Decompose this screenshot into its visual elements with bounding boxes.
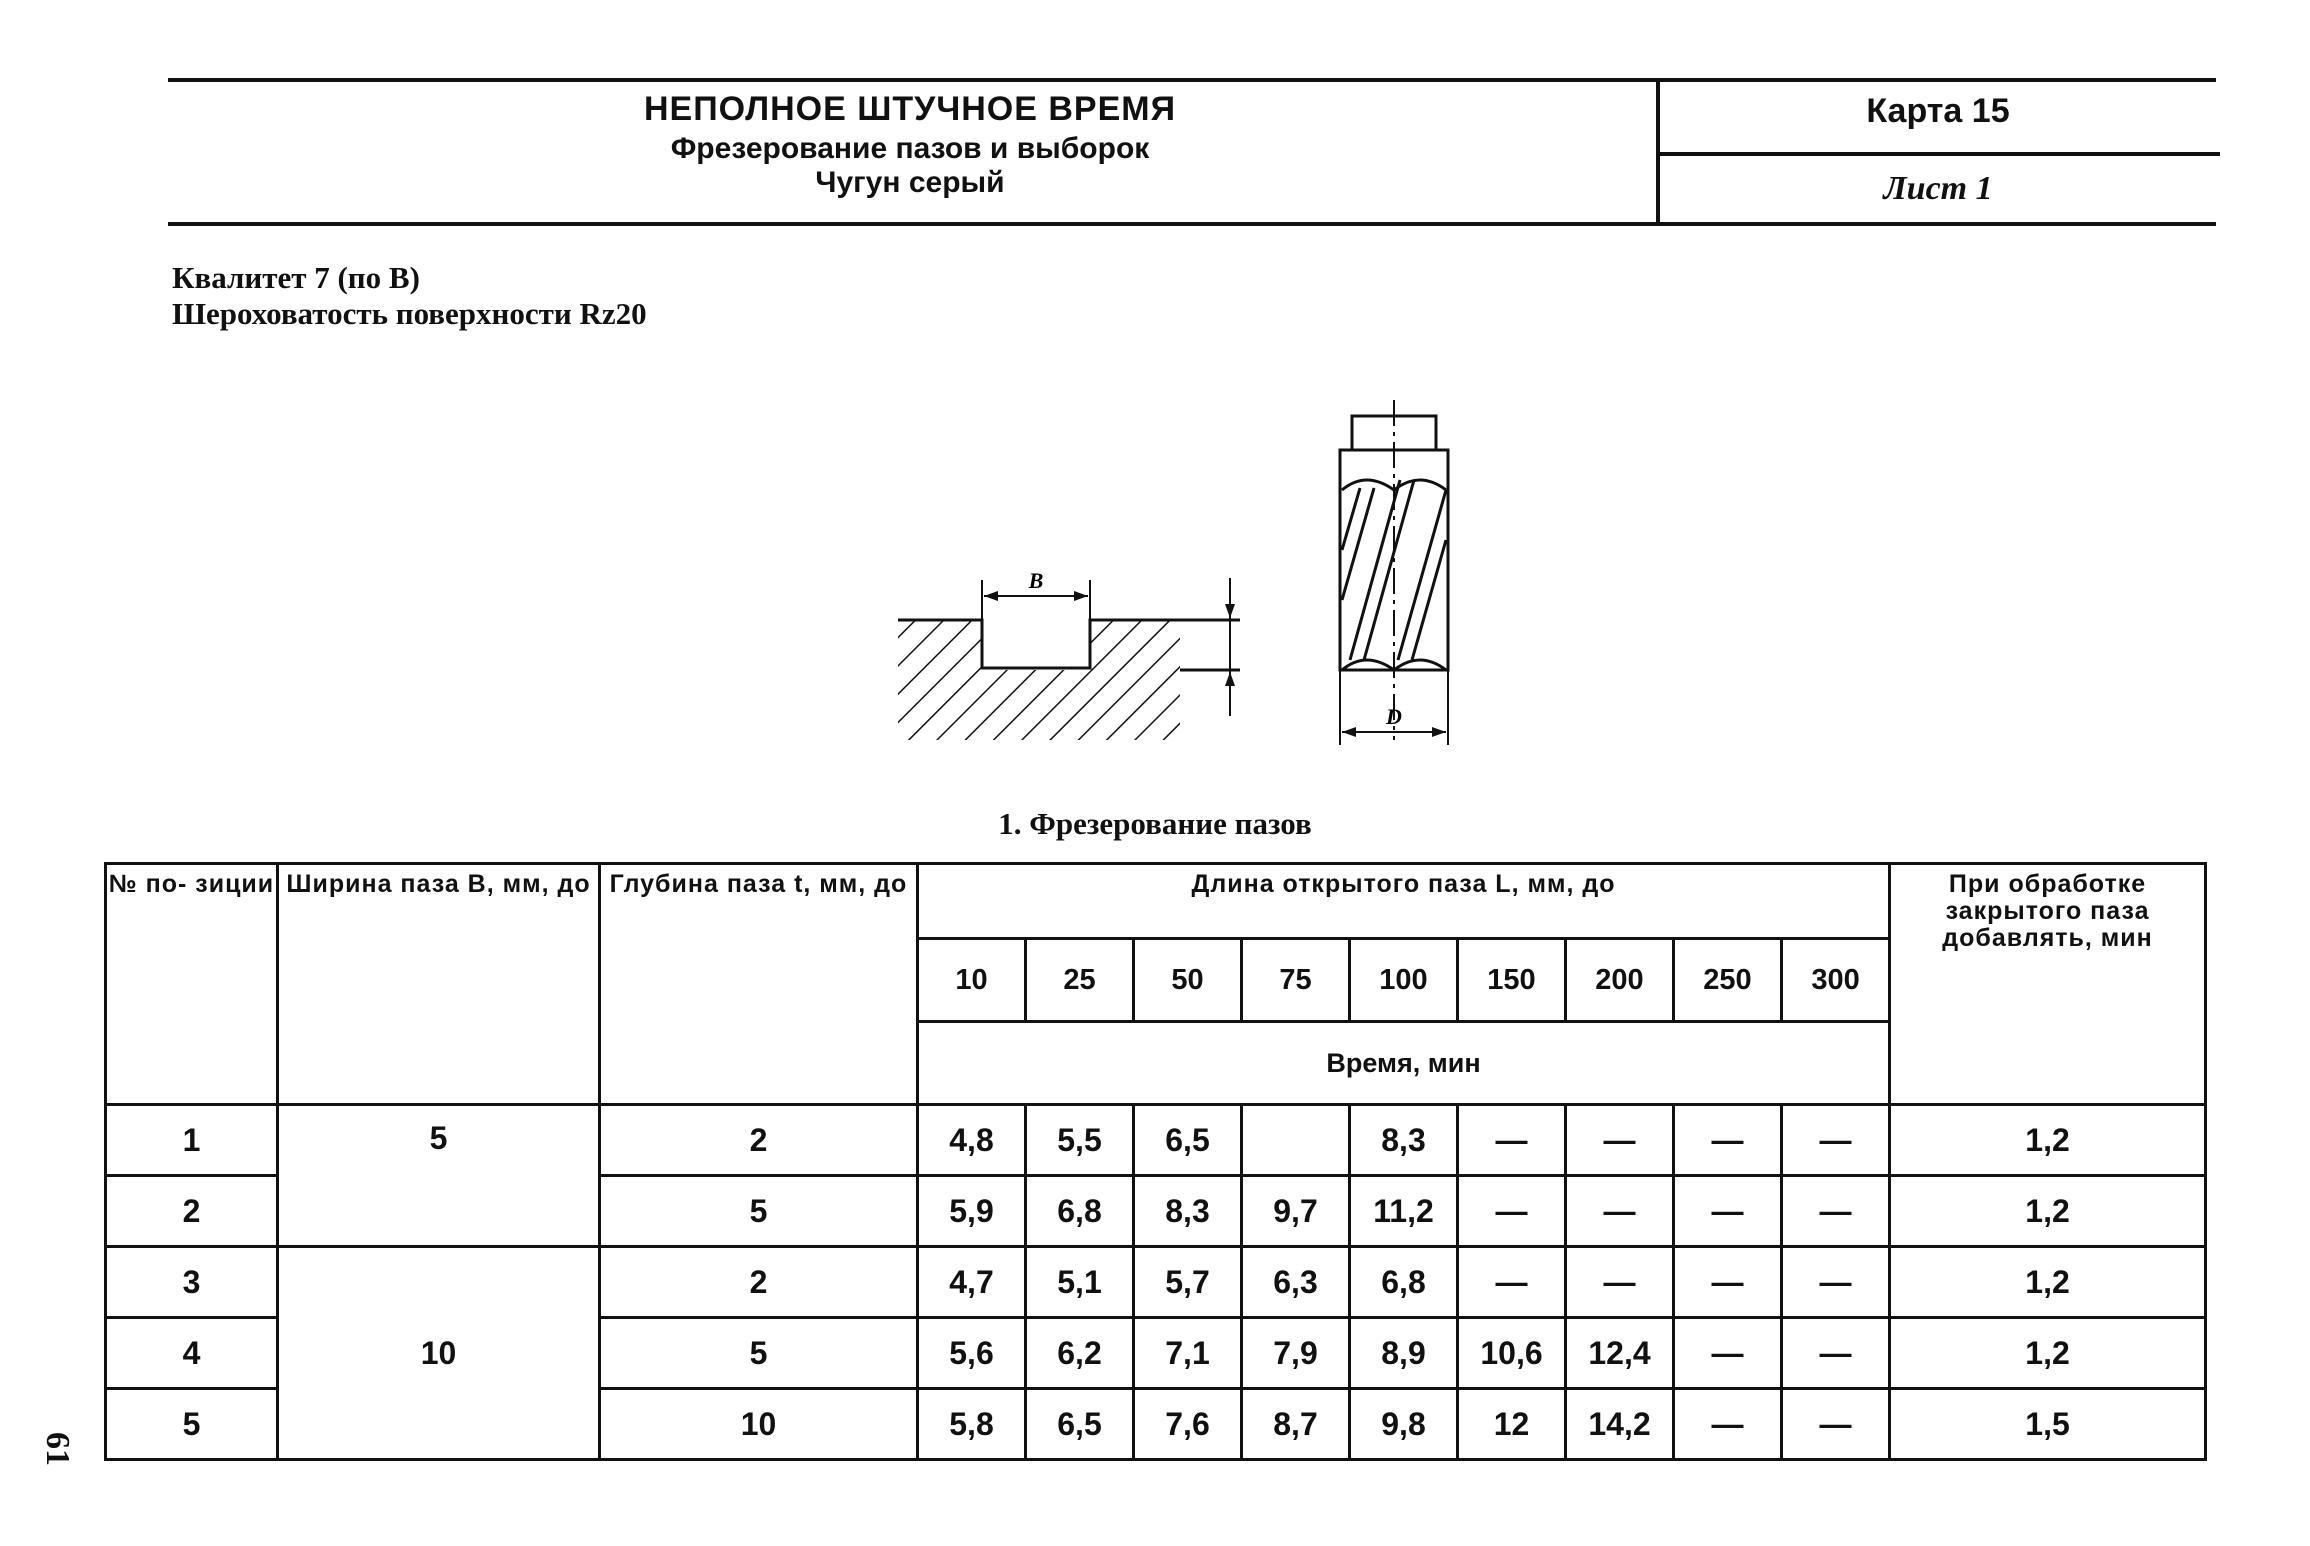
time-cell: — [1674, 1318, 1782, 1389]
closed-slot-cell: 1,2 [1890, 1105, 2206, 1176]
position-cell: 3 [106, 1247, 278, 1318]
length-header: 200 [1566, 939, 1674, 1022]
length-header: 100 [1350, 939, 1458, 1022]
time-cell: — [1674, 1105, 1782, 1176]
length-header: 150 [1458, 939, 1566, 1022]
time-cell: — [1674, 1176, 1782, 1247]
column-header-closed-slot: При обработке закрытого паза добавлять, мин [1890, 864, 2206, 1105]
workpiece-section [898, 590, 1240, 740]
time-unit-header: Время, мин [918, 1022, 1890, 1105]
time-cell: — [1782, 1105, 1890, 1176]
closed-slot-cell: 1,2 [1890, 1176, 2206, 1247]
time-cell: — [1566, 1105, 1674, 1176]
time-cell: 12,4 [1566, 1318, 1674, 1389]
depth-cell: 2 [600, 1105, 918, 1176]
time-cell: 6,8 [1026, 1176, 1134, 1247]
time-cell: — [1674, 1389, 1782, 1460]
time-cell: — [1674, 1247, 1782, 1318]
time-cell: 12 [1458, 1389, 1566, 1460]
time-cell: 8,7 [1242, 1389, 1350, 1460]
header-bottom-rule [168, 222, 2216, 226]
length-header: 75 [1242, 939, 1350, 1022]
position-cell: 4 [106, 1318, 278, 1389]
column-header-position: № по- зиции [106, 864, 278, 1105]
length-header: 10 [918, 939, 1026, 1022]
position-cell: 5 [106, 1389, 278, 1460]
depth-cell: 2 [600, 1247, 918, 1318]
depth-cell: 5 [600, 1176, 918, 1247]
width-cell: 10 [278, 1247, 600, 1460]
time-cell: 6,5 [1134, 1105, 1242, 1176]
time-cell: 8,3 [1134, 1176, 1242, 1247]
position-cell: 2 [106, 1176, 278, 1247]
time-cell: — [1566, 1176, 1674, 1247]
table-row [106, 1105, 2206, 1176]
time-cell: 14,2 [1566, 1389, 1674, 1460]
depth-cell: 5 [600, 1318, 918, 1389]
time-cell: 5,8 [918, 1389, 1026, 1460]
time-cell: 7,6 [1134, 1389, 1242, 1460]
closed-slot-cell: 1,2 [1890, 1318, 2206, 1389]
card-number: Карта 15 [1866, 92, 2010, 130]
document-subtitle-material: Чугун серый [815, 166, 1005, 199]
column-header-width: Ширина паза В, мм, до [278, 864, 600, 1105]
time-cell: — [1782, 1176, 1890, 1247]
document-subtitle-operation: Фрезерование пазов и выборок [670, 132, 1150, 165]
diameter-d-label: D [1386, 704, 1402, 729]
end-mill-cutter [1340, 400, 1448, 740]
time-cell: 4,7 [918, 1247, 1026, 1318]
slot-milling-diagram [880, 400, 1480, 760]
length-header: 25 [1026, 939, 1134, 1022]
time-cell: — [1458, 1176, 1566, 1247]
time-cell [1242, 1105, 1350, 1176]
time-cell: 8,3 [1350, 1105, 1458, 1176]
header-top-rule [168, 78, 2216, 82]
time-cell: 5,5 [1026, 1105, 1134, 1176]
time-cell: — [1458, 1247, 1566, 1318]
quality-grade-note: Квалитет 7 (по В) [172, 260, 420, 295]
time-cell: — [1458, 1105, 1566, 1176]
column-header-depth: Глубина паза t, мм, до [600, 864, 918, 1105]
time-cell: 7,1 [1134, 1318, 1242, 1389]
length-header: 50 [1134, 939, 1242, 1022]
time-cell: 5,1 [1026, 1247, 1134, 1318]
page-number: 61 [39, 1432, 76, 1466]
roughness-note: Шероховатость поверхности Rz20 [172, 296, 647, 331]
time-cell: 4,8 [918, 1105, 1026, 1176]
time-cell: 8,9 [1350, 1318, 1458, 1389]
width-b-label: B [1028, 568, 1044, 593]
depth-t-dimension [1225, 578, 1235, 716]
depth-cell: 10 [600, 1389, 918, 1460]
closed-slot-cell: 1,5 [1890, 1389, 2206, 1460]
time-cell: 5,6 [918, 1318, 1026, 1389]
document-title: НЕПОЛНОЕ ШТУЧНОЕ ВРЕМЯ [643, 90, 1177, 128]
length-header: 300 [1782, 939, 1890, 1022]
time-cell: 10,6 [1458, 1318, 1566, 1389]
length-header: 250 [1674, 939, 1782, 1022]
time-cell: 11,2 [1350, 1176, 1458, 1247]
time-cell: — [1782, 1389, 1890, 1460]
table-row [106, 1247, 2206, 1318]
time-cell: 7,9 [1242, 1318, 1350, 1389]
position-cell: 1 [106, 1105, 278, 1176]
time-cell: 5,9 [918, 1176, 1026, 1247]
column-header-length: Длина открытого паза L, мм, до [918, 864, 1890, 939]
time-cell: 6,8 [1350, 1247, 1458, 1318]
time-cell: 6,2 [1026, 1318, 1134, 1389]
time-cell: — [1782, 1247, 1890, 1318]
closed-slot-cell: 1,2 [1890, 1247, 2206, 1318]
time-cell: — [1782, 1318, 1890, 1389]
time-cell: 9,7 [1242, 1176, 1350, 1247]
sheet-number: Лист 1 [1883, 170, 1993, 207]
time-cell: 6,5 [1026, 1389, 1134, 1460]
table-title: 1. Фрезерование пазов [998, 806, 1312, 841]
time-cell: 6,3 [1242, 1247, 1350, 1318]
slot-milling-time-table [104, 862, 2207, 1461]
header-card-rule [1660, 152, 2220, 156]
time-cell: — [1566, 1247, 1674, 1318]
time-cell: 9,8 [1350, 1389, 1458, 1460]
time-cell: 5,7 [1134, 1247, 1242, 1318]
width-cell: 5 [278, 1105, 600, 1247]
